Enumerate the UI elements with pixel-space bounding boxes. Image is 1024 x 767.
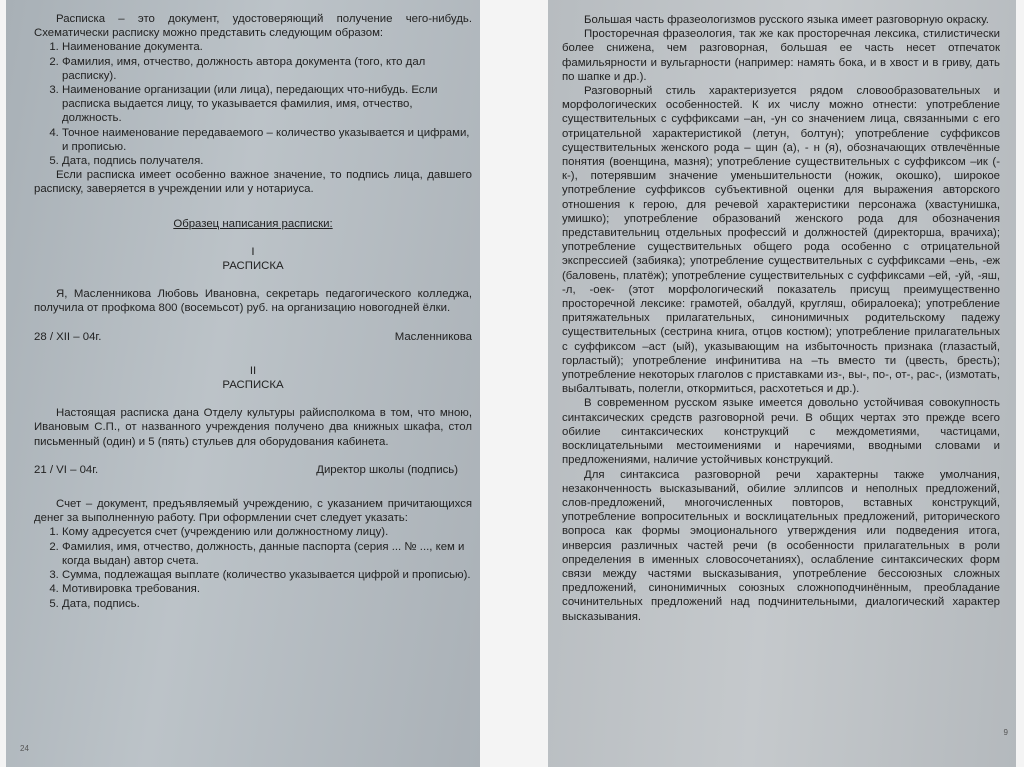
- receipt2-number: II: [249, 364, 257, 377]
- paragraph: Большая часть фразеологизмов русского языка имеет разговорную окраску.: [584, 14, 989, 26]
- paragraph: Для синтаксиса разговорной речи характерны также умолчания, незаконченность высказываний, обилие эллипсов и неполных предложений, слов-предложений, многочисленных повторов, вставных конструкций, употребление вопросительных и восклицательных предложений, риторического вопроса как формы эмоционального утверждения или подведения итога, инверсия различных частей речи (в особенности прилагательных в роли определения в именных словосочетаниях), ослабление синтаксических форм связи между частями высказывания, употребление бессоюзных сложных предложений, синонимичных союзных сложноподчинённым, преобладание сочинительных предложений над подчинительными, диалогический характер высказывания.: [562, 468, 1000, 623]
- receipt2-date: 21 / VI – 04г.: [34, 463, 99, 476]
- page-number: 24: [20, 744, 29, 753]
- list-item: 4. Точное наименование передаваемого – количество указывается и цифрами, и прописью.: [62, 126, 472, 154]
- list-item: 3. Наименование организации (или лица), передающих что-нибудь. Если расписка выдается лицу, то указывается фамилия, имя, отчество, должность.: [62, 83, 472, 126]
- receipt1-title: РАСПИСКА: [222, 260, 284, 273]
- receipt2-text: Настоящая расписка дана Отделу культуры райисполкома в том, что мною, Ивановым С.П., от названного учреждения получено два книжных шкафа, стол письменный (один) и 5 (пять) стульев для оборудования кабинета.: [34, 407, 472, 448]
- bill-structure-list: [34, 525, 472, 610]
- paragraph: Разговорный стиль характеризуется рядом словообразовательных и морфологических особенностей. К их числу можно отнести: употребление существительных с суффиксами –ан, -ун со значением лица, связанными с его отрицательной характеристикой (летун, болтун); употребление суффиксов существительных женского рода – щин (а), - н (я), обозначающих отвлечённые понятия (военщина, мазня); употребление существительных с суффиксом –ик (-к-), потерявшим значение уменьшительности (ножик, окошко), широкое употребление суффиксов субъективной оценки для выражения авторского отношения к герою, для речевой характеристики персонажа (хвастунишка, умишко); употребление образований женского рода для обозначения представительниц отдельных профессий и должностей (директорша, врачиха); употребление существительных общего рода особенно с отрицательной экспрессией (забияка); употребление существительных с суффиксами –ень, -еж (баловень, платёж); употребление существительных с суффиксами –ей, -уй, -яш, -л, -оек- (этот морфологический показатель присущ преимущественно просторечной лексике: грамотей, обалдуй, кругляш, обиралоека); употребление притяжательных прилагательных, синонимичных родительскому падежу существительных (сестрина книга, отцов костюм); употребление прилагательных с суффиксом –аст (ый), указывающим на избыточность признака (глазастый, горластый); употребление инфинитива на –ть вместо ти (цвесть, бресть); употребление некоторых глаголов с приставками из-, вы-, по-, от-, рас-, (измотать, выбалтывать, полегли, откормиться, расхотеться и др.).: [562, 85, 1000, 396]
- list-item: 5. Дата, подпись.: [62, 597, 472, 611]
- left-page-text: [34, 12, 472, 611]
- receipt1-footer: [34, 330, 472, 344]
- list-item: 2. Фамилия, имя, отчество, должность, данные паспорта (серия ... № ..., кем и когда выдан) автор счета.: [62, 540, 472, 568]
- right-page-text: [562, 13, 1000, 624]
- receipt-structure-list: [34, 40, 472, 168]
- receipt1-date: 28 / XII – 04г.: [34, 330, 102, 343]
- receipt1-number: I: [251, 245, 255, 258]
- paragraph: Просторечная фразеология, так же как просторечная лексика, стилистически более снижена, чем разговорная, большая ее часть несет отпечаток фамильярности и вульгарности (например: намять бока, и в хвост и в гриву, дать по шапке и др.).: [562, 28, 1000, 83]
- receipt2-title: РАСПИСКА: [222, 379, 284, 392]
- sample-heading: Образец написания расписки:: [173, 217, 333, 230]
- list-item: 1. Кому адресуется счет (учреждению или должностному лицу).: [62, 525, 472, 539]
- receipt1-text: Я, Масленникова Любовь Ивановна, секретарь педагогического колледжа, получила от профкома 800 (восемьсот) руб. на организацию новогодней ёлки.: [34, 288, 472, 315]
- receipt-definition: Расписка – это документ, удостоверяющий получение чего-нибудь. Схематически расписку можно представить следующим образом:: [34, 13, 472, 40]
- left-page: [6, 0, 480, 767]
- receipt-note: Если расписка имеет особенно важное значение, то подпись лица, давшего расписку, заверяется в учреждении или у нотариуса.: [34, 169, 472, 196]
- bill-definition: Счет – документ, предъявляемый учреждению, с указанием причитающихся денег за выполненную работу. При оформлении счет следует указать:: [34, 498, 472, 525]
- receipt1-signature: Масленникова: [394, 330, 472, 343]
- receipt2-signature: Директор школы (подпись): [316, 463, 458, 476]
- list-item: 3. Сумма, подлежащая выплате (количество указывается цифрой и прописью).: [62, 568, 472, 582]
- page-number: 9: [1003, 728, 1008, 737]
- list-item: 2. Фамилия, имя, отчество, должность автора документа (того, кто дал расписку).: [62, 55, 472, 83]
- list-item: 1. Наименование документа.: [62, 40, 472, 54]
- right-page: [548, 0, 1016, 767]
- receipt2-footer: [34, 463, 472, 477]
- paragraph: В современном русском языке имеется довольно устойчивая совокупность синтаксических средств разговорной речи. В общих чертах это прежде всего обилие синтаксических конструкций с междометиями, частицами, восклицательными местоимениями и наречиями, вводными словами и предложениями, наличие устойчивых конструкций.: [562, 397, 1000, 467]
- list-item: 5. Дата, подпись получателя.: [62, 154, 472, 168]
- list-item: 4. Мотивировка требования.: [62, 582, 472, 596]
